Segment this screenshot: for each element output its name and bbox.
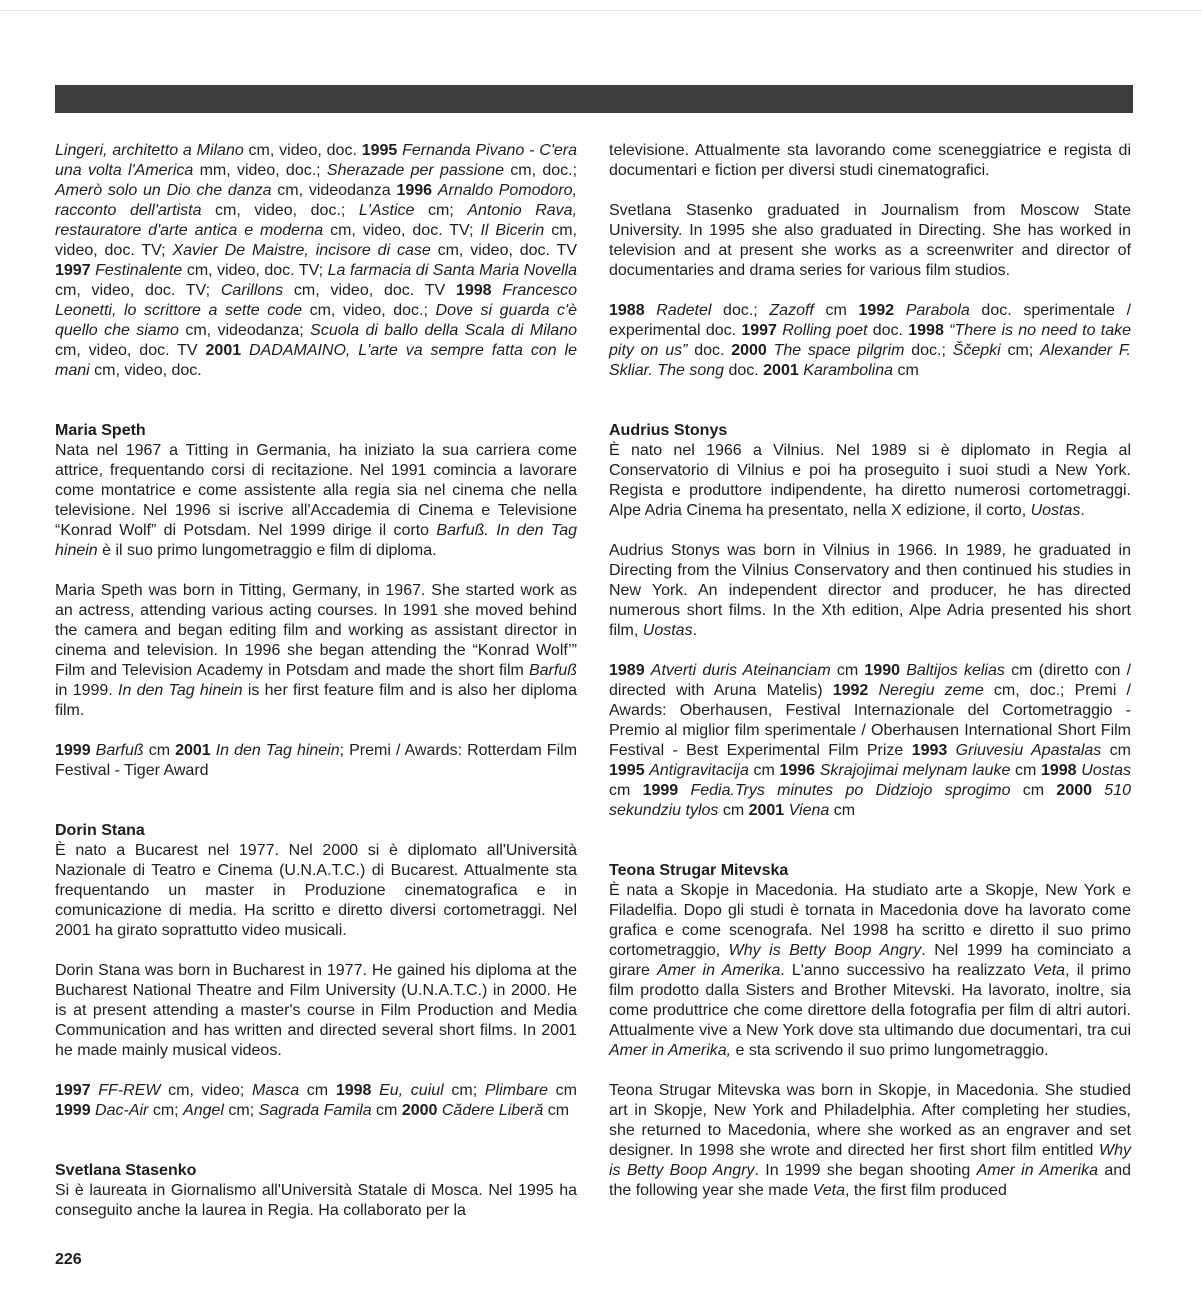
text-run: doc. [867, 322, 909, 339]
bio-paragraph [55, 441, 577, 561]
text-run [645, 302, 657, 319]
film-title: Dove si guarda c'è quello che siamo [55, 302, 578, 339]
text-run: È nato a Bucarest nel 1977. Nel 2000 si è diplomato all'Università Nazionale di Teatro e Cinema (U.N.A.T.C.) di Bucarest. Attualmente sta frequentando un master in Produzione cinematografica e in comunicazione di media. Ha scritto e diretto diversi cortometraggi. Nel 2001 ha girato soprattutto video musicali. [55, 842, 577, 939]
text-run: doc.; [711, 302, 770, 319]
film-title: Radetel [656, 302, 712, 319]
filmography-text [609, 661, 1131, 821]
film-title: The space pilgrim [773, 342, 905, 359]
bio-paragraph [609, 201, 1131, 281]
text-run: cm; [1000, 342, 1041, 359]
text-run: doc. [687, 342, 732, 359]
film-title: Alexander F. Skliar. The song [609, 342, 1131, 379]
year: 2001 [175, 742, 211, 759]
film-title: Masca [252, 1082, 300, 1099]
bio-paragraph [55, 841, 577, 941]
text-run: Teona Strugar Mitevska was born in Skopje, in Macedonia. She studied art in Skopje, New York and Philadelphia. After completing her studies, she returned to Macedonia, where she worked as an engraver and set designer. In 1998 she wrote and directed her first short film entitled [609, 1082, 1131, 1159]
text-run [492, 282, 503, 299]
paragraph-spacer [609, 821, 1131, 861]
text-run: . [692, 622, 698, 639]
text-run: cm, video, doc. TV; [55, 222, 577, 259]
bio-paragraph [55, 1181, 577, 1221]
paragraph-spacer [55, 561, 577, 581]
film-title: Atverti duris Ateinanciam [650, 662, 831, 679]
text-run: and the following year she made [609, 1162, 1132, 1199]
paragraph-spacer [609, 1061, 1131, 1081]
text-run: Svetlana Stasenko graduated in Journalism from Moscow State University. In 1995 she also graduated in Directing. She has worked in television and at present she works as a screenwriter and director of documentaries and drama series for various film studios. [609, 202, 1131, 279]
paragraph-spacer [55, 1121, 577, 1161]
film-title: Veta [812, 1182, 845, 1199]
film-title: Il Bicerin [480, 222, 545, 239]
film-title: “There is no need to take pity on us” [609, 322, 1131, 359]
page-number: 226 [55, 1251, 82, 1268]
filmmaker-name: Dorin Stana [55, 822, 145, 839]
year: 1999 [55, 742, 91, 759]
text-run: cm, video, doc. [243, 142, 362, 159]
year: 2000 [401, 1102, 438, 1119]
text-run: cm, doc.; [504, 162, 578, 179]
text-run [678, 782, 690, 799]
film-title: Rolling poet [782, 322, 868, 339]
text-run: doc.; [904, 342, 953, 359]
paragraph-spacer [55, 381, 577, 421]
text-run: cm, video, doc.; [302, 302, 436, 319]
film-title: 510 sekundziu tylos [609, 782, 1131, 819]
year: 2000 [731, 342, 767, 359]
text-run: . [1080, 502, 1085, 519]
text-run: ; Premi / Awards: Rotterdam Film Festival - Tiger Award [55, 742, 578, 779]
filmmaker-name: Svetlana Stasenko [55, 1162, 197, 1179]
year: 1998 [335, 1082, 372, 1099]
text-run: cm, video, doc. TV [283, 282, 456, 299]
text-run: cm [718, 802, 749, 819]
text-run: cm, video, doc. TV [55, 342, 206, 359]
film-title: Neregiu zeme [878, 682, 984, 699]
text-run: is her first feature film and is also her diploma film. [55, 682, 577, 719]
film-title: Barfuß. In den Tag hinein [55, 522, 578, 559]
text-run: è il suo primo lungometraggio e film di diploma. [97, 542, 437, 559]
filmography-text [609, 301, 1131, 381]
film-title: In den Tag hinein [215, 742, 340, 759]
year: 1998 [455, 282, 492, 299]
text-run [1092, 782, 1104, 799]
film-title: Amerò solo un Dio che danza [55, 182, 272, 199]
year: 1992 [832, 682, 869, 699]
bio-paragraph [609, 441, 1131, 521]
right-column [609, 141, 1131, 1201]
text-run: Maria Speth was born in Titting, Germany, in 1967. She started work as an actress, attending various acting courses. In 1991 she moved behind the camera and began editing film and working as assistant director in cinema and television. In 1996 she began attending the “Konrad Wolf’” Film and Television Academy in Potsdam and made the short film [55, 582, 577, 679]
text-run: cm, video, doc. TV; [55, 282, 221, 299]
text-run [767, 342, 774, 359]
film-title: Uostas [1081, 762, 1131, 779]
text-run: cm, doc.; Premi / Awards: Oberhausen, Festival Internazionale del Cortometraggio - Premio al miglior film sperimentale / Oberhausen International Short Film Festival - Best Experimental Film Prize [609, 682, 1131, 759]
text-run: cm, video, doc. [89, 362, 202, 379]
text-run: cm [748, 762, 780, 779]
text-run: . In 1999 she began shooting [754, 1162, 977, 1179]
text-run [947, 742, 955, 759]
text-run: doc. sperimentale / experimental doc. [609, 302, 1132, 339]
text-run: cm; [443, 1082, 485, 1099]
film-title: Amer in Amerika [976, 1162, 1098, 1179]
year: 2001 [763, 362, 799, 379]
film-title: Scuola di ballo della Scala di Milano [310, 322, 577, 339]
film-title: Plimbare [484, 1082, 548, 1099]
text-run: È nata a Skopje in Macedonia. Ha studiato arte a Skopje, New York e Filadelfia. Dopo gli studi è tornata in Macedonia dove ha lavorato come grafica e come scenografa. Nel 1998 ha scritto e diretto il suo primo cortometraggio, [609, 882, 1131, 959]
text-run: cm [299, 1082, 336, 1099]
paragraph-spacer [55, 721, 577, 741]
year: 1988 [609, 302, 645, 319]
filmography-text [55, 141, 577, 381]
text-run: Dorin Stana was born in Bucharest in 1977. He gained his diploma at the Bucharest National Theatre and Film University (U.N.A.T.C.) in 2000. He is at present attending a master's course in Film Production and Media Communication and has written and directed several short films. In 2001 he made mainly musical videos. [55, 962, 577, 1059]
filmmaker-name: Audrius Stonys [609, 422, 728, 439]
bio-paragraph [609, 141, 1131, 181]
year: 1990 [864, 662, 900, 679]
film-title: Veta [1032, 962, 1066, 979]
paragraph-spacer [609, 641, 1131, 661]
year: 1989 [609, 662, 645, 679]
text-run: cm; [223, 1102, 259, 1119]
film-title: Barfuß [95, 742, 144, 759]
film-title: Arnaldo Pomodoro, racconto dell'artista [55, 182, 578, 219]
text-run: Audrius Stonys was born in Vilnius in 1966. In 1989, he graduated in Directing from the Vilnius Conservatory and then continued his studies in New York. An independent director and producer, he has directed numerous short films. In the Xth edition, Alpe Adria presented his short film, [609, 542, 1131, 639]
text-run: e sta scrivendo il suo primo lungometraggio. [731, 1042, 1049, 1059]
text-run: cm [543, 1102, 570, 1119]
film-title: Fedia.Trys minutes po Didziojo sprogimo [690, 782, 1011, 799]
text-run: cm, video, doc. TV; [323, 222, 481, 239]
text-run: cm; [148, 1102, 184, 1119]
film-title: Zazoff [769, 302, 814, 319]
film-title: Antonio Rava, restauratore d'arte antica e moderna [55, 202, 577, 239]
film-title: Carillons [220, 282, 284, 299]
filmography-text [55, 1081, 577, 1121]
paragraph-spacer [55, 781, 577, 821]
paragraph-spacer [609, 181, 1131, 201]
text-run: , il primo film prodotto dalla Sisters and Brother Mitevski. Ha lavorato, inoltre, sia come produttrice che come direttore della fotografia per film di altri autori. Attualmente vive a New York dove sta ultimando due documentari, tra cui [609, 962, 1132, 1039]
film-title: Sherazade per passione [326, 162, 505, 179]
text-run: cm, video, doc.; [201, 202, 359, 219]
text-run [241, 342, 249, 359]
bio-paragraph [609, 881, 1131, 1061]
page-top-rule [0, 10, 1202, 11]
year: 2001 [748, 802, 785, 819]
text-run: cm; [414, 202, 468, 219]
film-title: Why is Betty Boop Angry [609, 1142, 1131, 1179]
text-run: mm, video, doc.; [193, 162, 327, 179]
film-title: Why is Betty Boop Angry [728, 942, 922, 959]
film-title: Eu, cuiul [379, 1082, 444, 1099]
film-title: Amer in Amerika [657, 962, 781, 979]
film-title: Sagrada Famila [258, 1102, 372, 1119]
text-run: È nato nel 1966 a Vilnius. Nel 1989 si è diplomato in Regia al Conservatorio di Vilnius e poi ha proseguito i suoi studi a New York. Regista e produttore indipendente, ha diretto numerosi cortometraggi. Alpe Adria Cinema ha presentato, nella X edizione, il corto, [609, 442, 1131, 519]
text-run: . L'anno successivo ha realizzato [780, 962, 1033, 979]
left-column [55, 141, 577, 1221]
year: 1996 [396, 182, 433, 199]
paragraph-spacer [55, 941, 577, 961]
film-title: La farmacia di Santa Maria Novella [327, 262, 578, 279]
text-run: cm [1010, 762, 1041, 779]
film-title: Festinalente [95, 262, 183, 279]
film-title: L'Astice [358, 202, 415, 219]
text-run: cm [371, 1102, 402, 1119]
year: 2001 [205, 342, 242, 359]
film-title: Viena [788, 802, 830, 819]
text-run: cm [830, 662, 865, 679]
bio-paragraph [609, 1081, 1131, 1201]
year: 2000 [1056, 782, 1093, 799]
text-run: Nata nel 1967 a Titting in Germania, ha iniziato la sua carriera come attrice, frequentando corsi di recitazione. Nel 1991 comincia a lavorare come montatrice e come assistente alla regia sia nel cinema che nella televisione. Nel 1996 si iscrive all'Accademia di Cinema e Televisione “Konrad Wolf” di Potsdam. Nel 1999 dirige il corto [55, 442, 577, 539]
bio-paragraph [55, 961, 577, 1061]
year: 1996 [779, 762, 816, 779]
text-run: doc. [724, 362, 764, 379]
film-title: Fernanda Pivano - C'era una volta l'America [55, 142, 578, 179]
film-title: Karambolina [803, 362, 894, 379]
text-run: cm [1101, 742, 1131, 759]
film-title: Francesco Leonetti, lo scrittore a sette code [55, 282, 578, 319]
text-run: cm, video; [160, 1082, 252, 1099]
text-run: televisione. Attualmente sta lavorando come sceneggiatrice e regista di documentari e fiction per diversi studi cinematografici. [609, 142, 1131, 179]
text-run: cm [547, 1082, 577, 1099]
year: 1995 [609, 762, 645, 779]
paragraph-spacer [609, 521, 1131, 541]
paragraph-spacer [609, 381, 1131, 421]
filmography-text [55, 741, 577, 781]
text-run: cm [893, 362, 919, 379]
text-run: cm [1010, 782, 1057, 799]
text-run [894, 302, 906, 319]
bio-paragraph [55, 581, 577, 721]
film-title: Lingeri, architetto a Milano [55, 142, 244, 159]
text-run: cm [609, 782, 643, 799]
film-title: Skrajojimai melynam lauke [819, 762, 1011, 779]
text-run: cm, video, doc. TV [430, 242, 577, 259]
year: 1993 [911, 742, 948, 759]
text-run: cm [813, 302, 859, 319]
year: 1997 [55, 1082, 91, 1099]
film-title: Amer in Amerika, [609, 1042, 732, 1059]
header-bar [55, 85, 1133, 113]
year: 1992 [858, 302, 895, 319]
film-title: Xavier De Maistre, incisore di case [172, 242, 431, 259]
film-title: Angel [183, 1102, 224, 1119]
filmmaker-name: Maria Speth [55, 422, 146, 439]
film-title: FF-REW [98, 1082, 161, 1099]
year: 1997 [55, 262, 91, 279]
year: 1998 [1040, 762, 1077, 779]
film-title: Baltijos kelias [906, 662, 1005, 679]
film-title: Griuvesiu Apastalas [955, 742, 1102, 759]
text-run: Si è laureata in Giornalismo all'Università Statale di Mosca. Nel 1995 ha conseguito anche la laurea in Regia. Ha collaborato per la [55, 1182, 577, 1219]
text-run: in 1999. [55, 682, 118, 699]
film-title: Dac-Air [95, 1102, 149, 1119]
text-run: cm [143, 742, 176, 759]
text-run: cm (diretto con / directed with Aruna Matelis) [609, 662, 1132, 699]
paragraph-spacer [55, 1061, 577, 1081]
film-title: Parabola [905, 302, 970, 319]
film-title: DADAMAINO, L'arte va sempre fatta con le mani [55, 342, 577, 379]
film-title: Ščepki [952, 342, 1001, 359]
text-run: cm [829, 802, 856, 819]
text-run: cm, videodanza [271, 182, 397, 199]
film-title: Barfuß [528, 662, 577, 679]
paragraph-spacer [609, 281, 1131, 301]
text-run: , the first film produced [845, 1182, 1007, 1199]
bio-paragraph [609, 541, 1131, 641]
text-run: . Nel 1999 ha cominciato a girare [609, 942, 1131, 979]
year: 1999 [642, 782, 679, 799]
year: 1995 [361, 142, 398, 159]
text-run [868, 682, 878, 699]
year: 1997 [741, 322, 777, 339]
film-title: Uostas [1030, 502, 1081, 519]
film-title: Uostas [642, 622, 693, 639]
film-title: Antigravitacija [649, 762, 749, 779]
filmmaker-name: Teona Strugar Mitevska [609, 862, 789, 879]
year: 1998 [908, 322, 944, 339]
text-run: cm, videodanza; [178, 322, 311, 339]
text-run [371, 1082, 379, 1099]
film-title: In den Tag hinein [118, 682, 243, 699]
text-run: cm, video, doc. TV; [182, 262, 328, 279]
year: 1999 [55, 1102, 91, 1119]
film-title: Cădere Liberă [441, 1102, 544, 1119]
